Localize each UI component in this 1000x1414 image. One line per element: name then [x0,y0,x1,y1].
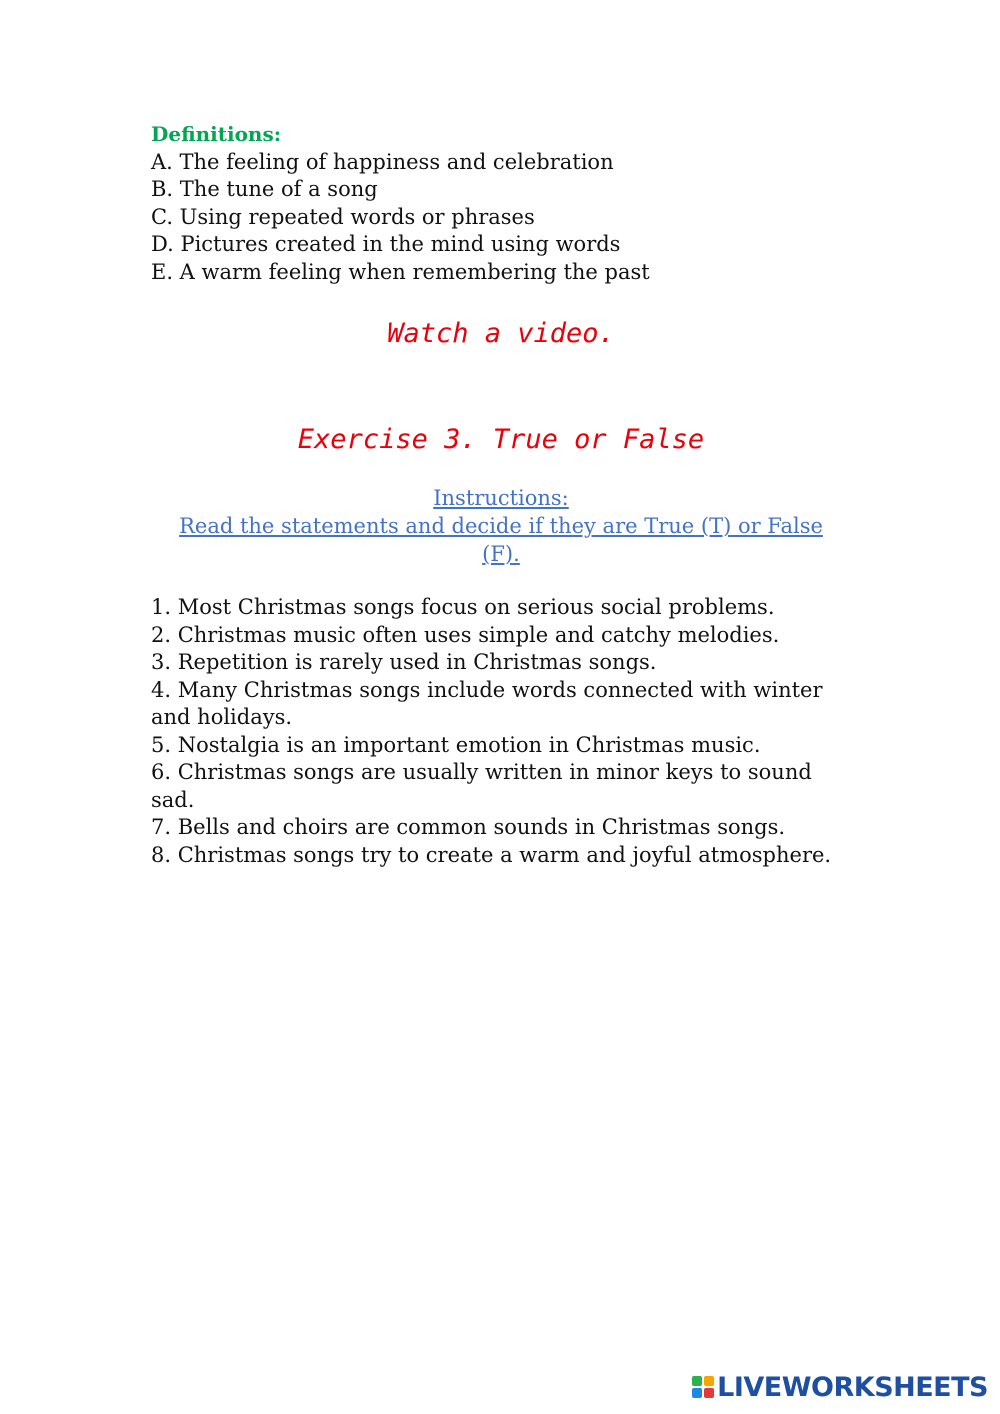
definition-item: B. The tune of a song [151,177,378,201]
statement-item: 6. Christmas songs are usually written in minor keys to sound sad. [151,760,812,812]
statement-item: 1. Most Christmas songs focus on serious social problems. [151,595,775,619]
definitions-list [151,149,851,287]
logo-text: LIVEWORKSHEETS [717,1371,988,1403]
statement-item: 5. Nostalgia is an important emotion in Christmas music. [151,732,761,757]
instructions-label: Instructions: [433,486,569,510]
statement-item: 8. Christmas songs try to create a warm and joyful atmosphere. [151,842,832,867]
exercise-title: Exercise 3. True or False [297,424,705,455]
liveworksheets-logo-icon [692,1376,714,1398]
statement-item: 2. Christmas music often uses simple and catchy melodies. [151,622,780,647]
definition-item: D. Pictures created in the mind using words [151,232,621,256]
worksheet-content [151,121,851,869]
statements-list [151,594,851,869]
definition-item: A. The feeling of happiness and celebration [151,149,614,174]
definitions-heading: Definitions: [151,122,282,146]
instructions-text-line2: (F). [482,542,520,566]
watch-video-heading: Watch a video. [387,318,615,349]
instructions-text-line1: Read the statements and decide if they are True (T) or False [179,514,823,538]
statement-item: 3. Repetition is rarely used in Christmas songs. [151,650,657,674]
liveworksheets-logo [692,1370,988,1404]
definition-item: E. A warm feeling when remembering the past [151,259,650,284]
definition-item: C. Using repeated words or phrases [151,204,535,229]
statement-item: 7. Bells and choirs are common sounds in Christmas songs. [151,815,786,839]
statement-item: 4. Many Christmas songs include words connected with winter and holidays. [151,677,823,729]
instructions-block [151,484,851,568]
